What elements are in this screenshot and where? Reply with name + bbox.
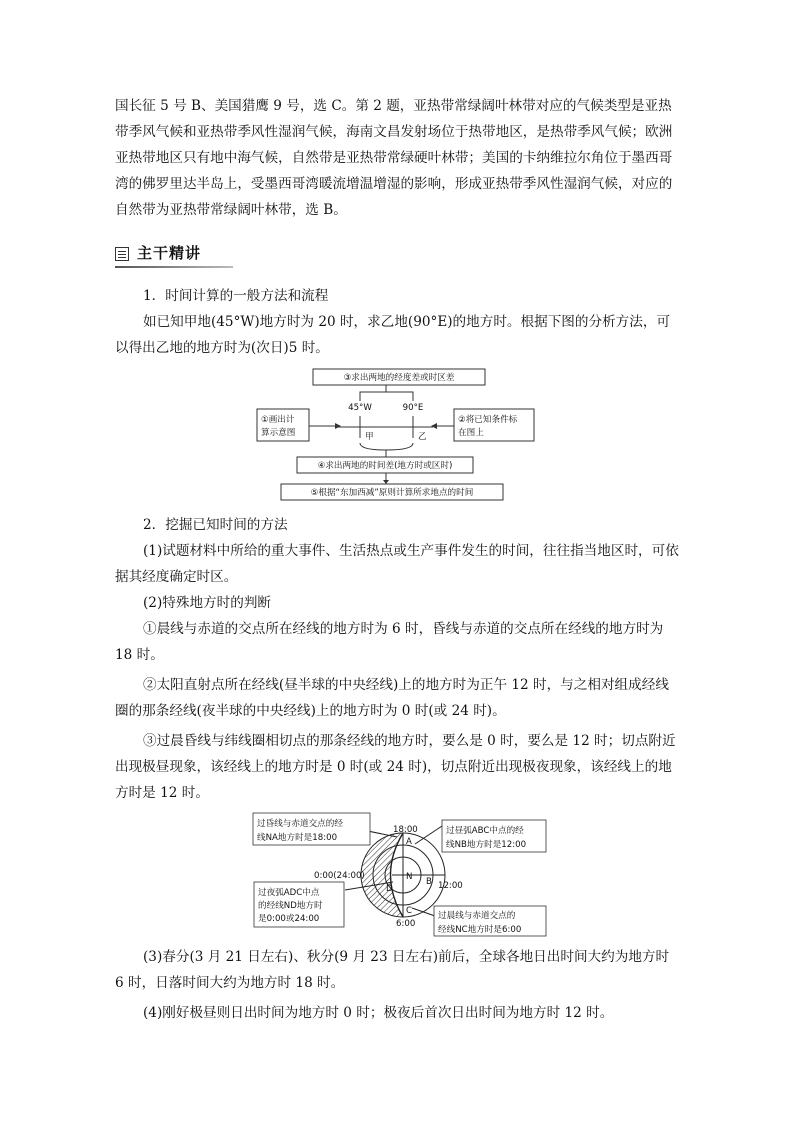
box1-line1: ①画出计 [261, 415, 295, 425]
point-a-label: A [406, 837, 412, 847]
time-12-label: 12:00 [438, 881, 463, 891]
paragraph-2-3: ①晨线与赤道的交点所在经线的地方时为 6 时，昏线与赤道的交点所在经线的地方时为 18 时。 [115, 621, 664, 663]
time-0-label: 0:00(24:00) [314, 871, 365, 881]
paragraph-2-2: (2)特殊地方时的判断 [143, 595, 272, 611]
heading-1: 1．时间计算的一般方法和流程 [143, 288, 329, 304]
list-icon [115, 247, 129, 261]
callout-nd-line3: 是0:00或24:00 [258, 914, 320, 924]
point-n-label: N [406, 872, 413, 882]
box2-line2: 在图上 [458, 428, 484, 438]
callout-nd-line2: 的经线ND地方时 [258, 901, 323, 911]
point-d-label: D [386, 884, 393, 894]
brace-bottom [360, 443, 413, 450]
terminator-globe-diagram [252, 812, 552, 940]
callout-nd-line1: 过夜弧ADC中点 [258, 888, 320, 898]
paragraph-2-5: ③过晨昏线与纬线圈相切点的那条经线的地方时，要么是 0 时，要么是 12 时；切点附近出现极昼现象，该经线上的地方时是 0 时(或 24 时)，切点附近出现极夜现象，该经线上的地方时是 12 时。 [115, 733, 676, 801]
longitude-west-label: 45°W [348, 403, 372, 413]
callout-na-line2: 线NA地方时是18:00 [257, 833, 338, 843]
callout-nc-line1: 过晨线与赤道交点的 [438, 911, 516, 921]
paragraph-3: (3)春分(3 月 21 日左右)、秋分(9 月 23 日左右)前后，全球各地日出时间大约为地方时 6 时，日落时间大约为地方时 18 时。 [115, 949, 670, 991]
callout-na-line1: 过昏线与赤道交点的经 [257, 819, 343, 829]
place-b-label: 乙 [418, 432, 427, 442]
point-b-label: B [426, 877, 432, 887]
box2-line1: ②将已知条件标 [458, 415, 518, 425]
brace-top [360, 392, 413, 401]
box4-text: ④求出两地的时间差(地方时或区时) [317, 461, 453, 471]
longitude-east-label: 90°E [402, 403, 424, 413]
time-18-label: 18:00 [393, 825, 418, 835]
heading-2: 2．挖掘已知时间的方法 [143, 517, 288, 533]
box3-text: ③求出两地的经度差或时区差 [343, 373, 455, 383]
paragraph-4: (4)刚好极昼则日出时间为地方时 0 时；极夜后首次日出时间为地方时 12 时。 [143, 1005, 614, 1021]
callout-nc-line2: 经线NC地方时是6:00 [438, 925, 522, 935]
intro-paragraph: 国长征 5 号 B、美国猎鹰 9 号，选 C。第 2 题，亚热带常绿阔叶林带对应的气候类型是亚热带季风气候和亚热带季风性湿润气候，海南文昌发射场位于热带地区，是热带季风气候；欧洲亚热带地区只有地中海气候，自然带是亚热带常绿硬叶林带；美国的卡纳维拉尔角位于墨西哥湾的佛罗里达半岛上，受墨西哥湾暖流增温增湿的影响，形成亚热带季风性湿润气候，对应的自然带为亚热带常绿阔叶林带，选 B。 [115, 98, 673, 218]
place-a-label: 甲 [365, 432, 374, 442]
box5-text: ⑤根据“东加西减”原则计算所求地点的时间 [310, 488, 474, 498]
section-title: 主干精讲 [137, 244, 202, 262]
callout-nb-line1: 过昼弧ABC中点的经 [446, 826, 524, 836]
section-header [115, 238, 233, 270]
paragraph-1: 如已知甲地(45°W)地方时为 20 时，求乙地(90°E)的地方时。根据下图的分析方法，可以得出乙地的地方时为(次日)5 时。 [115, 314, 671, 356]
point-c-label: C [406, 906, 413, 916]
box1-line2: 算示意图 [261, 428, 296, 438]
paragraph-2-4: ②太阳直射点所在经线(昼半球的中央经线)上的地方时为正午 12 时，与之相对组成经线圈的那条经线(夜半球的中央经线)上的地方时为 0 时(或 24 时)。 [115, 677, 669, 719]
section-underline [115, 266, 233, 268]
paragraph-2-1: (1)试题材料中所给的重大事件、生活热点或生产事件发生的时间，往往指当地区时，可依据其经度确定时区。 [115, 543, 679, 585]
time-calculation-flowchart [255, 366, 540, 506]
callout-nb-line2: 线NB地方时是12:00 [446, 840, 527, 850]
time-6-label: 6:00 [396, 919, 416, 929]
